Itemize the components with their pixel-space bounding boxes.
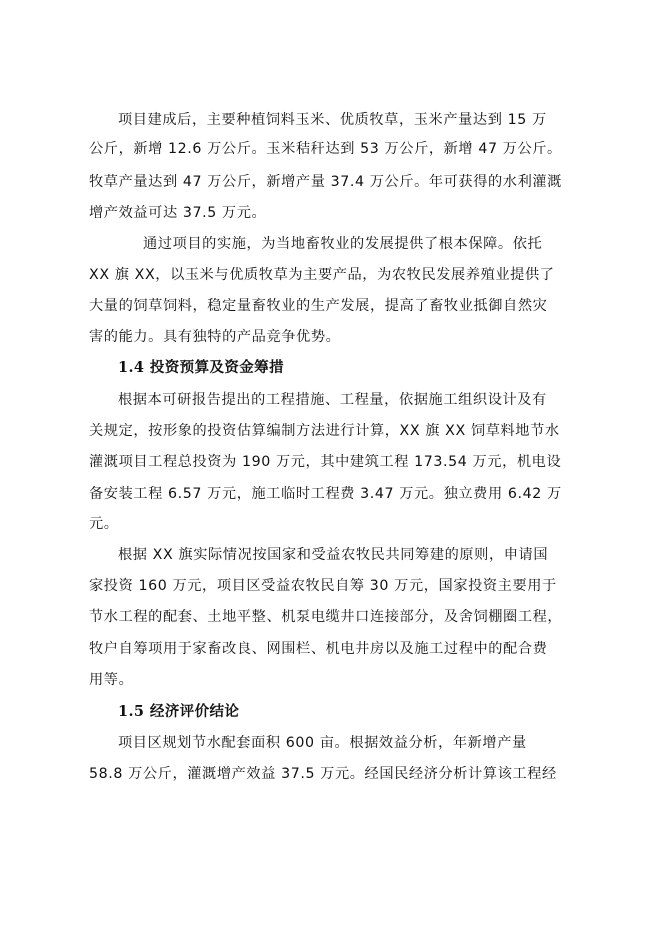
paragraph-3-line-3: 灌溉项目工程总投资为 190 万元，其中建筑工程 173.54 万元，机电设	[89, 454, 562, 470]
paragraph-4-line-5: 用等。	[89, 672, 134, 688]
paragraph-3-line-1: 根据本可研报告提出的工程措施、工程量，依据施工组织设计及有	[118, 392, 547, 408]
paragraph-1-line-1: 项目建成后，主要种植饲料玉米、优质牧草，玉米产量达到 15 万	[118, 112, 547, 128]
paragraph-1-line-3: 牧草产量达到 47 万公斤，新增产量 37.4 万公斤。年可获得的水利灌溉	[89, 174, 562, 190]
paragraph-5-line-1: 项目区规划节水配套面积 600 亩。根据效益分析，年新增产量	[118, 735, 527, 751]
paragraph-3-line-5: 元。	[89, 516, 119, 532]
paragraph-4-line-4: 牧户自筹项用于家畜改良、网围栏、机电井房以及施工过程中的配合费	[89, 641, 548, 657]
section-heading-1-5: 1.5 经济评价结论	[118, 703, 240, 720]
paragraph-1-line-2: 公斤，新增 12.6 万公斤。玉米秸秆达到 53 万公斤，新增 47 万公斤。	[89, 141, 562, 157]
paragraph-3-line-4: 备安装工程 6.57 万元，施工临时工程费 3.47 万元。独立费用 6.42 万	[89, 486, 562, 502]
section-heading-1-4: 1.4 投资预算及资金筹措	[118, 359, 284, 376]
paragraph-4-line-3: 节水工程的配套、土地平整、机泵电缆井口连接部分，及舍饲棚圈工程，	[89, 609, 563, 625]
paragraph-4-line-1: 根据 XX 旗实际情况按国家和受益农牧民共同筹建的原则，申请国	[118, 547, 549, 563]
paragraph-5-line-2: 58.8 万公斤，灌溉增产效益 37.5 万元。经国民经济分析计算该工程经	[89, 766, 557, 782]
paragraph-3-line-2: 关规定，按形象的投资估算编制方法进行计算，XX 旗 XX 饲草料地节水	[89, 423, 560, 439]
paragraph-2-line-3: 大量的饲草饲料，稳定量畜牧业的生产发展，提高了畜牧业抵御自然灾	[89, 298, 548, 314]
paragraph-4-line-2: 家投资 160 万元，项目区受益农牧民自筹 30 万元，国家投资主要用于	[89, 578, 557, 594]
paragraph-2-line-4: 害的能力。具有独特的产品竞争优势。	[89, 329, 341, 345]
paragraph-2-line-2: XX 旗 XX，以玉米与优质牧草为主要产品，为农牧民发展养殖业提供了	[89, 267, 555, 283]
paragraph-2-line-1: 通过项目的实施，为当地畜牧业的发展提供了根本保障。依托	[143, 236, 543, 252]
paragraph-1-line-4: 增产效益可达 37.5 万元。	[89, 205, 267, 221]
